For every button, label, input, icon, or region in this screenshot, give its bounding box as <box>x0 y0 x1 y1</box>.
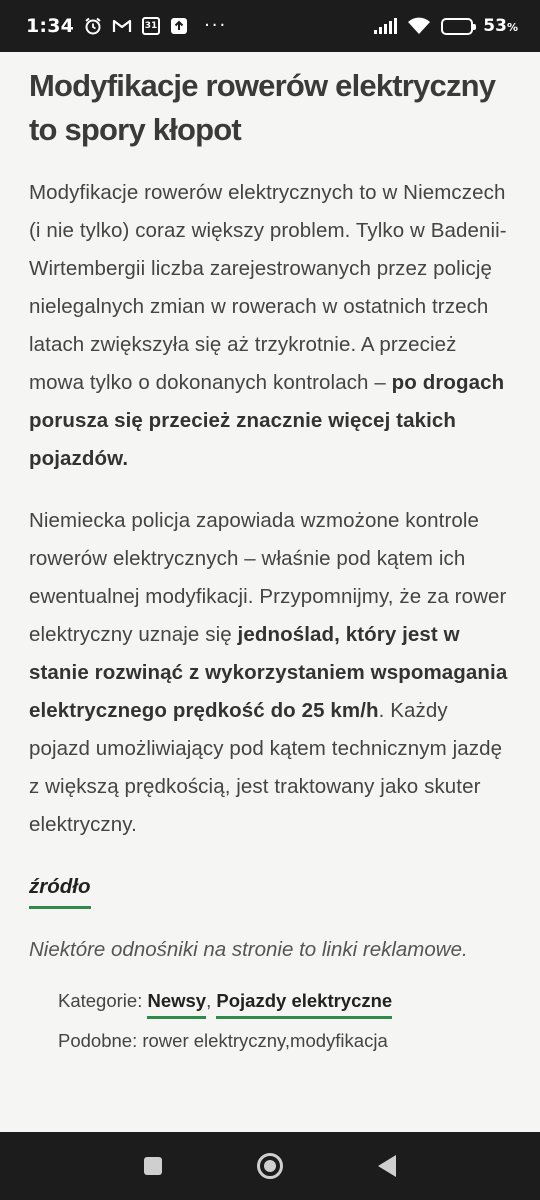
paragraph-1-bold: po drogach porusza się przecież znacznie więcej takich pojazdów. <box>29 371 505 470</box>
status-bar <box>0 0 540 52</box>
back-button[interactable] <box>367 1146 407 1186</box>
status-left <box>26 15 227 37</box>
source-link[interactable]: źródło <box>29 874 91 909</box>
category-separator: , <box>206 990 217 1011</box>
paragraph-1-text: Modyfikacje rowerów elektrycznych to w Niemczech (i nie tylko) coraz większy problem. Tylko w Badenii-Wirtembergii liczba zarejestrowanych przez policję nielegalnych zmian w rowerach w ostatnich trzech latach zwiększyła się aż trzykrotnie. A przecież mowa tylko o dokonanych kontrolach – <box>29 181 507 394</box>
status-time: 1:34 <box>26 15 75 37</box>
back-icon <box>378 1155 396 1177</box>
gmail-icon <box>112 18 132 34</box>
navigation-bar <box>0 1132 540 1200</box>
status-right <box>374 16 518 36</box>
paragraph-2-text-a: Niemiecka policja zapowiada wzmożone kontrole rowerów elektrycznych – właśnie pod kątem ich ewentualnej modyfikacji. Przypomnijmy, że za rower elektryczny uznaje się <box>29 509 507 646</box>
article-paragraph-2 <box>29 502 511 844</box>
recent-apps-button[interactable] <box>133 1146 173 1186</box>
home-icon <box>257 1153 283 1179</box>
article-content[interactable] <box>0 52 540 1132</box>
recent-apps-icon <box>144 1157 162 1175</box>
related-tags[interactable]: rower elektryczny,modyfikacja <box>142 1030 388 1051</box>
battery-percent <box>483 16 518 36</box>
related-label: Podobne: <box>58 1030 143 1051</box>
cellular-signal-icon <box>374 18 397 34</box>
more-notifications-icon: ··· <box>204 15 228 36</box>
article-title: Modyfikacje rowerów elektryczny to spory kłopot <box>29 68 496 147</box>
calendar-icon: 31 <box>142 17 160 35</box>
categories-row <box>58 987 511 1019</box>
related-tags-row <box>58 1027 511 1055</box>
category-link-pojazdy-elektryczne[interactable]: Pojazdy elektryczne <box>216 987 392 1019</box>
paragraph-2-text-b: . Każdy pojazd umożliwiający pod kątem technicznym jazdę z większą prędkością, jest traktowany jako skuter elektryczny. <box>29 699 503 836</box>
battery-percent-value: 53 <box>483 16 507 36</box>
affiliate-disclaimer: Niektóre odnośniki na stronie to linki reklamowe. <box>29 938 468 961</box>
wifi-icon <box>407 17 431 35</box>
post-meta <box>29 987 511 1055</box>
alarm-icon <box>84 17 102 35</box>
article-paragraph-1 <box>29 174 511 478</box>
paragraph-2-bold: jednoślad, który jest w stanie rozwinąć z wykorzystaniem wspomagania elektrycznego prędkość do 25 km/h <box>29 623 508 722</box>
battery-percent-unit: % <box>506 21 518 34</box>
category-link-newsy[interactable]: Newsy <box>147 987 206 1019</box>
home-button[interactable] <box>250 1146 290 1186</box>
source-section <box>29 874 511 909</box>
battery-icon <box>441 18 473 35</box>
upload-icon <box>170 17 188 35</box>
categories-label: Kategorie: <box>58 990 148 1011</box>
